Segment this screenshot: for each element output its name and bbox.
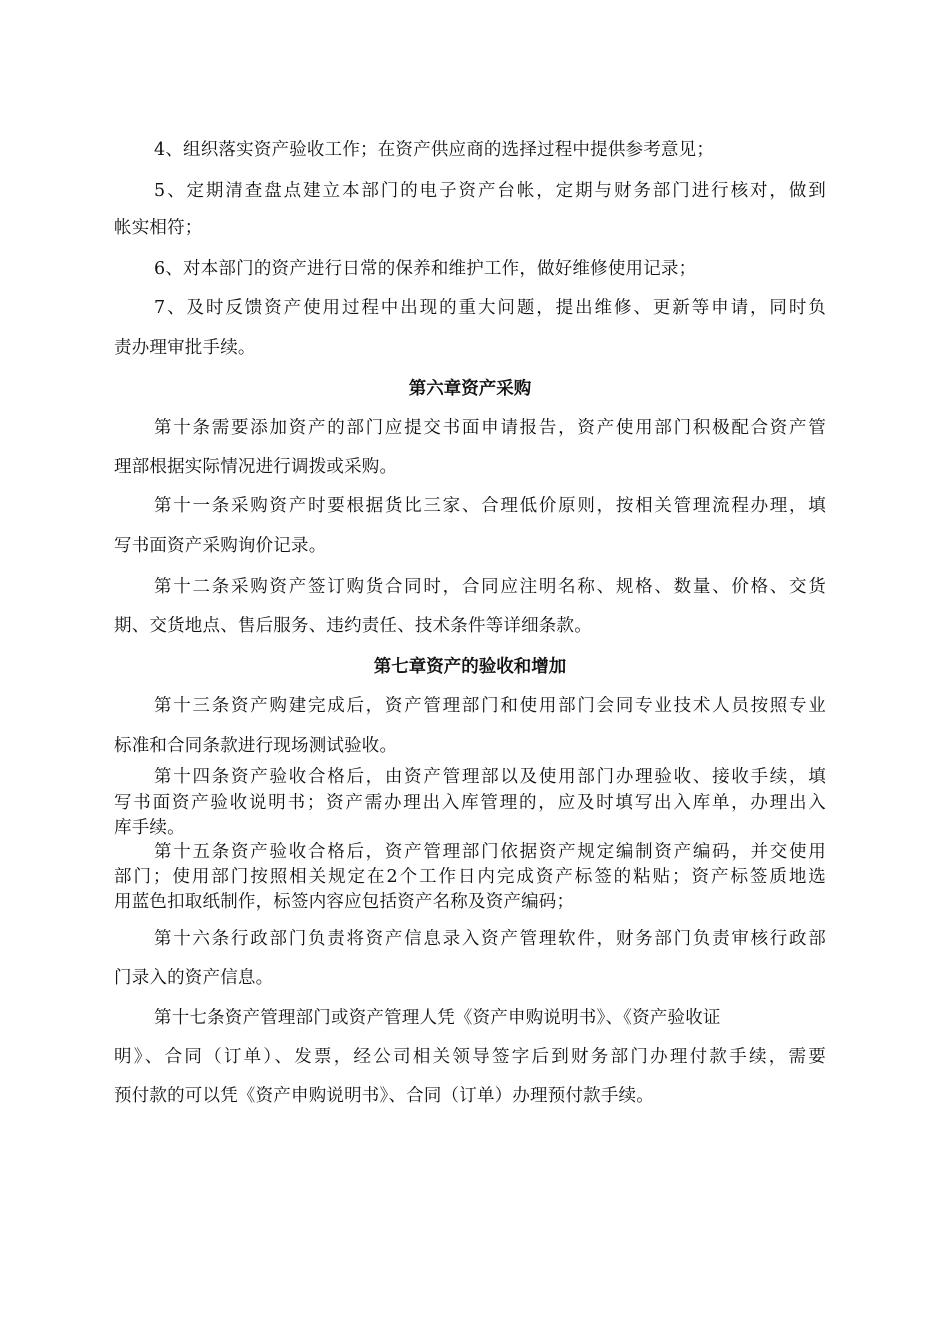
article-10-line-1: 第十条需要添加资产的部门应提交书面申请报告，资产使用部门积极配合资产管 — [154, 418, 826, 438]
paragraph-item-6: 6、对本部门的资产进行日常的保养和维护工作，做好维修使用记录； — [154, 259, 697, 279]
article-12-line-1: 第十二条采购资产签订购货合同时，合同应注明名称、规格、数量、价格、交货 — [154, 577, 826, 597]
article-12-line-2: 期、交货地点、售后服务、违约责任、技术条件等详细条款。 — [114, 616, 592, 636]
paragraph-item-5-line-1: 5、定期清查盘点建立本部门的电子资产台帐，定期与财务部门进行核对，做到 — [154, 181, 826, 201]
article-11-line-1: 第十一条采购资产时要根据货比三家、合理低价原则，按相关管理流程办理，填 — [154, 496, 826, 516]
article-13-line-1: 第十三条资产购建完成后，资产管理部门和使用部门会同专业技术人员按照专业 — [154, 696, 826, 716]
article-16-line-2: 门录入的资产信息。 — [114, 968, 274, 988]
paragraph-item-5-line-2: 帐实相符； — [114, 218, 203, 238]
article-11-line-2: 写书面资产采购询价记录。 — [114, 536, 327, 556]
article-14-line-2: 写书面资产验收说明书；资产需办理出入库管理的，应及时填写出入库单，办理出入 — [114, 793, 826, 813]
article-14-line-3: 库手续。 — [114, 818, 185, 838]
article-16-line-1: 第十六条行政部门负责将资产信息录入资产管理软件，财务部门负责审核行政部 — [154, 929, 826, 949]
paragraph-item-7-line-2: 责办理审批手续。 — [114, 338, 256, 358]
paragraph-item-4: 4、组织落实资产验收工作；在资产供应商的选择过程中提供参考意见； — [154, 140, 715, 160]
paragraph-item-7-line-1: 7、及时反馈资产使用过程中出现的重大问题，提出维修、更新等申请，同时负 — [154, 298, 826, 318]
article-15-line-2: 部门；使用部门按照相关规定在2个工作日内完成资产标签的粘贴；资产标签质地选 — [114, 867, 826, 887]
article-15-line-1: 第十五条资产验收合格后，资产管理部门依据资产规定编制资产编码，并交使用 — [154, 842, 826, 862]
article-17-line-3: 预付款的可以凭《资产申购说明书》、合同（订单）办理预付款手续。 — [114, 1086, 654, 1106]
article-10-line-2: 理部根据实际情况进行调拨或采购。 — [114, 457, 398, 477]
article-13-line-2: 标准和合同条款进行现场测试验收。 — [114, 736, 398, 756]
article-14-line-1: 第十四条资产验收合格后，由资产管理部以及使用部门办理验收、接收手续，填 — [154, 767, 826, 787]
article-17-line-2: 明》、合同（订单）、发票，经公司相关领导签字后到财务部门办理付款手续，需要 — [114, 1047, 826, 1067]
article-15-line-3: 用蓝色扣取纸制作，标签内容应包括资产名称及资产编码； — [114, 892, 575, 912]
chapter-7-heading: 第七章资产的验收和增加 — [373, 657, 567, 677]
chapter-6-heading: 第六章资产采购 — [408, 379, 532, 399]
article-17-line-1: 第十七条资产管理部门或资产管理人凭《资产申购说明书》、《资产验收证 — [154, 1008, 721, 1028]
